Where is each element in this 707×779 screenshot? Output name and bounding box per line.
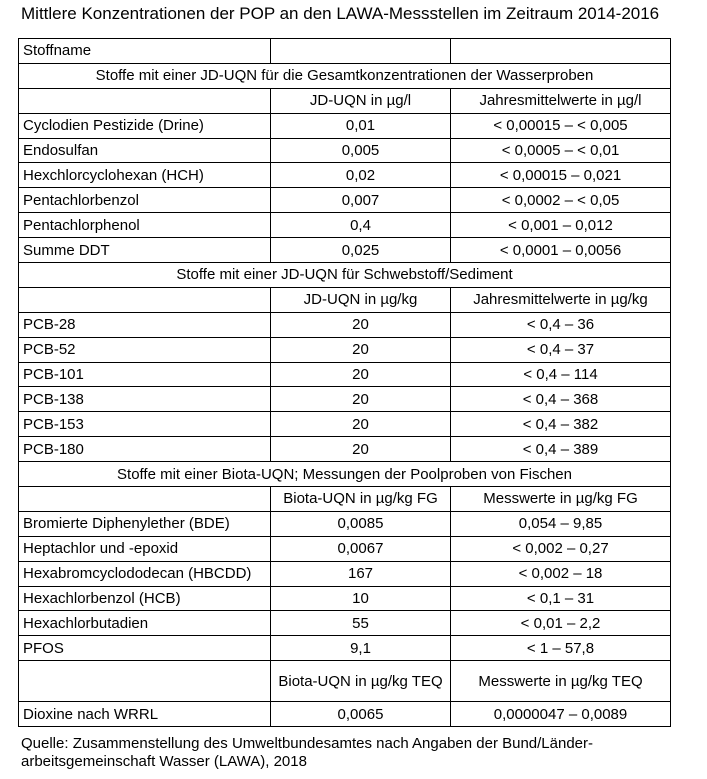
table-row [19,337,671,362]
column-header-row [19,88,671,113]
measured-range: < 0,002 – 0,27 [451,536,671,561]
table-row [19,412,671,437]
measured-range: < 0,4 – 368 [451,387,671,412]
measured-range: < 0,1 – 31 [451,586,671,611]
limit-value: 10 [271,586,451,611]
measured-range: < 0,002 – 18 [451,561,671,586]
source-note: Quelle: Zusammenstellung des Umweltbundesamtes nach Angaben der Bund/Länder-arbeitsgemeinschaft Wasser (LAWA), 2018 [21,735,594,770]
table-row [19,561,671,586]
table-row [19,238,671,263]
measured-range: < 0,01 – 2,2 [451,611,671,636]
limit-value: 0,0085 [271,511,451,536]
table-row [19,387,671,412]
table-row [19,636,671,661]
table-row [19,163,671,188]
measured-range: < 0,0005 – < 0,01 [451,138,671,163]
column-header-limit: JD-UQN in µg/kg [271,287,451,312]
column-header-values: Jahresmittelwerte in µg/kg [451,287,671,312]
pop-concentration-table [18,38,671,727]
column-header-limit: Biota-UQN in µg/kg FG [271,487,451,512]
substance-name: Hexachlorbutadien [19,611,271,636]
substance-name: Summe DDT [19,238,271,263]
measured-range: 0,054 – 9,85 [451,511,671,536]
measured-range: < 0,4 – 37 [451,337,671,362]
substance-name: Heptachlor und -epoxid [19,536,271,561]
measured-range: < 0,4 – 382 [451,412,671,437]
table-row [19,511,671,536]
substance-name: Dioxine nach WRRL [19,702,271,727]
measured-range: < 0,001 – 0,012 [451,213,671,238]
column-header-limit: Biota-UQN in µg/kg TEQ [271,661,451,702]
limit-value: 20 [271,337,451,362]
measured-range: < 0,0001 – 0,0056 [451,238,671,263]
table-row [19,437,671,462]
substance-name: Hexabromcyclododecan (HBCDD) [19,561,271,586]
table-row [19,113,671,138]
table-row [19,138,671,163]
header-empty-cell [271,39,451,64]
section-heading-row [19,263,671,288]
column-header-row [19,287,671,312]
header-stoffname: Stoffname [19,39,271,64]
limit-value: 20 [271,437,451,462]
page-title: Mittlere Konzentrationen der POP an den LAWA-Messstellen im Zeitraum 2014-2016 [21,4,660,23]
measured-range: < 0,0002 – < 0,05 [451,188,671,213]
header-empty-cell [451,39,671,64]
column-header-values: Messwerte in µg/kg TEQ [451,661,671,702]
empty-cell [19,287,271,312]
measured-range: < 0,00015 – 0,021 [451,163,671,188]
column-header-values: Jahresmittelwerte in µg/l [451,88,671,113]
measured-range: < 0,4 – 389 [451,437,671,462]
table-row [19,362,671,387]
limit-value: 0,01 [271,113,451,138]
substance-name: PCB-153 [19,412,271,437]
limit-value: 0,025 [271,238,451,263]
section-heading: Stoffe mit einer JD-UQN für die Gesamtkonzentrationen der Wasserproben [19,63,671,88]
measured-range: < 0,00015 – < 0,005 [451,113,671,138]
substance-name: PCB-180 [19,437,271,462]
table-row [19,188,671,213]
limit-value: 167 [271,561,451,586]
table-row [19,611,671,636]
substance-name: PCB-138 [19,387,271,412]
empty-cell [19,661,271,702]
section-heading: Stoffe mit einer JD-UQN für Schwebstoff/Sediment [19,263,671,288]
measured-range: 0,0000047 – 0,0089 [451,702,671,727]
column-header-row [19,487,671,512]
column-header-row [19,661,671,702]
limit-value: 20 [271,412,451,437]
limit-value: 20 [271,387,451,412]
limit-value: 0,0067 [271,536,451,561]
table-row [19,536,671,561]
column-header-values: Messwerte in µg/kg FG [451,487,671,512]
limit-value: 0,0065 [271,702,451,727]
substance-name: Hexachlorbenzol (HCB) [19,586,271,611]
limit-value: 20 [271,362,451,387]
measured-range: < 0,4 – 114 [451,362,671,387]
section-heading: Stoffe mit einer Biota-UQN; Messungen der Poolproben von Fischen [19,462,671,487]
substance-name: Pentachlorbenzol [19,188,271,213]
limit-value: 0,005 [271,138,451,163]
table-row [19,702,671,727]
substance-name: PCB-28 [19,312,271,337]
limit-value: 55 [271,611,451,636]
limit-value: 20 [271,312,451,337]
empty-cell [19,487,271,512]
column-header-limit: JD-UQN in µg/l [271,88,451,113]
substance-name: Pentachlorphenol [19,213,271,238]
limit-value: 0,02 [271,163,451,188]
substance-name: PCB-52 [19,337,271,362]
table-row [19,586,671,611]
section-heading-row [19,63,671,88]
limit-value: 0,4 [271,213,451,238]
section-heading-row [19,462,671,487]
substance-name: PCB-101 [19,362,271,387]
measured-range: < 0,4 – 36 [451,312,671,337]
substance-name: Endosulfan [19,138,271,163]
measured-range: < 1 – 57,8 [451,636,671,661]
limit-value: 0,007 [271,188,451,213]
limit-value: 9,1 [271,636,451,661]
substance-name: Bromierte Diphenylether (BDE) [19,511,271,536]
table-row [19,213,671,238]
empty-cell [19,88,271,113]
table-header-row [19,39,671,64]
table-row [19,312,671,337]
substance-name: Hexchlorcyclohexan (HCH) [19,163,271,188]
substance-name: Cyclodien Pestizide (Drine) [19,113,271,138]
substance-name: PFOS [19,636,271,661]
